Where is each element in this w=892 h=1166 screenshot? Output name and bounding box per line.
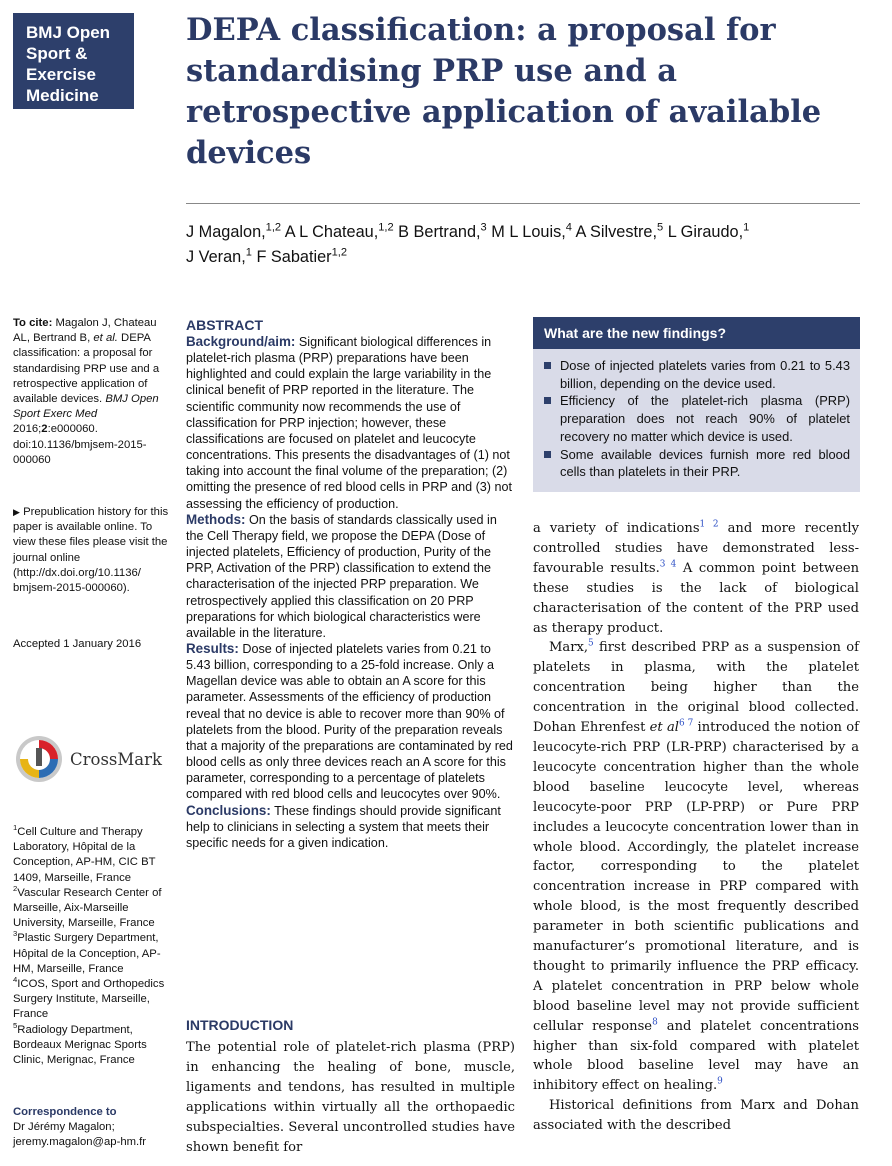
logo-line: Sport & — [26, 44, 88, 63]
crossmark-badge[interactable] — [14, 731, 174, 787]
reference-link[interactable]: 5 — [588, 639, 594, 650]
author[interactable]: M L Louis,$^4$ — [491, 221, 572, 241]
list-item: Efficiency of the platelet-rich plasma (PRP) preparation does not reach 90% of platelet recovery no matter which device is used. — [543, 392, 850, 445]
list-item: Dose of injected platelets varies from 0.21 to 5.43 billion, depending on the device used. — [543, 357, 850, 392]
body-text-right-column — [533, 519, 859, 1136]
correspondence-name: Dr Jérémy Magalon; — [13, 1121, 115, 1134]
introduction-text: The potential role of platelet-rich plasma (PRP) in enhancing the healing of bone, muscle, ligaments and tendons, has resulted in multiple applications within virtually all the orthopaedic subspecialties. Several uncontrolled studies have shown benefit for — [186, 1040, 515, 1155]
reference-link[interactable]: 6 7 — [678, 718, 694, 729]
square-bullet-icon — [544, 362, 551, 369]
correspondence — [13, 1105, 171, 1151]
correspondence-label: Correspondence to — [13, 1106, 117, 1118]
findings-list — [533, 349, 860, 481]
paragraph: Marx,$^5$ first described PRP as a suspension of platelets in plasma, with the platelet concentration being higher than the concentration in the original blood collected. Dohan Ehrenfest et $al^{6 7}$ introduced the notion of leucocyte-rich PRP (LR-PRP) characterised by a leucocyte concentration higher than the whole blood baseline leucocyte level, whereas leucocyte-poor PRP (LP-PRP) or Pure PRP includes a leucocyte concentration lower than in whole blood. Accordingly, the platelet increase factor, corresponding to the platelet concentration increase in PRP compared with whole blood, is the most frequently described parameter in both scientific publications and manufacturer’s promotional literature, and is thought to primarily influence the PRP efficacy. A platelet concentration in PRP below whole blood baseline level may not provide sufficient cellular response$^8$ and platelet concentrations higher than six-fold compared with platelet whole blood baseline level may have an inhibitory effect on healing.$^9$ — [533, 639, 859, 1094]
abstract — [186, 316, 516, 851]
affiliations — [13, 825, 171, 1068]
introduction-heading: INTRODUCTION — [186, 1017, 294, 1033]
square-bullet-icon — [544, 451, 551, 458]
square-bullet-icon — [544, 397, 551, 404]
author[interactable]: J Magalon,$^{1,2}$ — [186, 221, 282, 241]
affiliation-item: $^1$Cell Culture and Therapy Laboratory, Hôpital de la Conception, AP-HM, CIC BT 1409, Marseille, France — [13, 823, 156, 884]
affiliation-item: $^4$ICOS, Sport and Orthopedics Surgery Institute, Marseille, France — [13, 975, 165, 1021]
abstract-heading: ABSTRACT — [186, 317, 263, 333]
paragraph: a variety of indications$^{1 2}$ and more recently controlled studies have demonstrated less-favourable results.$^{3 4}$ A common point between these studies is the lack of biological characterisation of the content of the PRP used as therapy product. — [533, 519, 860, 636]
author[interactable]: B Bertrand,$^3$ — [398, 221, 487, 241]
findings-heading: What are the new findings? — [533, 317, 860, 349]
affiliation-item: $^3$Plastic Surgery Department, Hôpital de la Conception, AP-HM, Marseille, France — [13, 929, 161, 975]
abstract-methods: Methods: On the basis of standards classically used in the Cell Therapy field, we propose the DEPA (Dose of injected platelets, Efficiency of production, Purity of the PRP, Activation of the PRP) classification to extend the characterisation of the injected PRP preparation. We retrospectively applied this classification on 20 PRP preparations for which biological characteristics were available in the literature. — [186, 511, 497, 640]
author[interactable]: A L Chateau,$^{1,2}$ — [284, 221, 394, 241]
journal-logo — [13, 13, 134, 109]
author[interactable]: F Sabatier$^{1,2}$ — [256, 246, 347, 266]
triangle-bullet-icon: ▶ — [13, 507, 20, 517]
author[interactable]: L Giraudo,$^1$ — [667, 221, 750, 241]
title-divider — [186, 203, 860, 204]
citation-block: To cite: Magalon J, Chateau AL, Bertrand B, et al. DEPA classification: a proposal for standardising PRP use and a retrospective application of available devices. BMJ Open Sport Exerc Med 2016;2:e000060. doi:10.1136/bmjsem-2015-000060 — [13, 317, 160, 466]
list-item: Some available devices furnish more red blood cells than platelets in their PRP. — [543, 446, 850, 481]
crossmark-label: CrossMark — [70, 749, 162, 769]
logo-line: Exercise — [26, 65, 96, 84]
reference-link[interactable]: 9 — [717, 1077, 723, 1088]
accepted-date: Accepted 1 January 2016 — [13, 638, 142, 650]
abstract-background: Background/aim: Significant biological differences in platelet-rich plasma (PRP) preparations have been highlighted and could explain the large variability in the clinical benefit of PRP reported in the literature. The scientific community now recommends the use of classification for PRP injection; however, these classifications are focused on platelet and leucocyte concentrations. This presents the disadvantages of (1) not taking into account the final volume of the preparation; (2) omitting the presence of red blood cells in PRP and (3) not assessing the efficiency of production. — [186, 334, 512, 511]
new-findings-box — [533, 317, 860, 492]
correspondence-email[interactable]: jeremy.magalon@ap-hm.fr — [13, 1136, 147, 1149]
prepublication-note[interactable]: ▶ Prepublication history for this paper is available online. To view these files please visit the journal online (http://dx.doi.org/10.1136/ bmjsem-2015-000060). — [13, 506, 169, 595]
abstract-results: Results: Dose of injected platelets varies from 0.21 to 5.43 billion, corresponding to a 25-fold increase. Only a Magellan device was able to obtain an A score for this parameter. Assessments of the efficiency of production reveal that no device is able to recover more than 90% of platelets from the blood. Purity of the preparation reveals that a majority of the preparations are contaminated by red blood cells as only three devices reach an A score for this parameter, corresponding to a percentage of platelets compared with red blood cells and leucocytes over 90%. — [186, 640, 513, 802]
paragraph: Historical definitions from Marx and Dohan associated with the described — [533, 1098, 859, 1134]
reference-link[interactable]: 3 4 — [659, 559, 677, 570]
reference-link[interactable]: 1 2 — [699, 519, 719, 530]
logo-line: Medicine — [26, 86, 99, 105]
crossmark-icon — [14, 734, 64, 784]
article-title: DEPA classification: a proposal for standardising PRP use and a retrospective application of available devices — [186, 12, 822, 171]
affiliation-item: $^5$Radiology Department, Bordeaux Merignac Sports Clinic, Merignac, France — [13, 1020, 147, 1067]
logo-line: BMJ Open — [26, 23, 111, 42]
author[interactable]: A Silvestre,$^5$ — [575, 221, 664, 241]
reference-link[interactable]: 8 — [652, 1017, 658, 1028]
author[interactable]: J Veran,$^1$ — [186, 246, 252, 266]
abstract-conclusions: Conclusions: These findings should provide significant help to clinicians in selecting a system that meets their specific needs for a given indication. — [186, 802, 501, 850]
author-list — [186, 220, 866, 270]
affiliation-item: $^2$Vascular Research Center of Marseille, Aix-Marseille University, Marseille, France — [13, 884, 162, 930]
